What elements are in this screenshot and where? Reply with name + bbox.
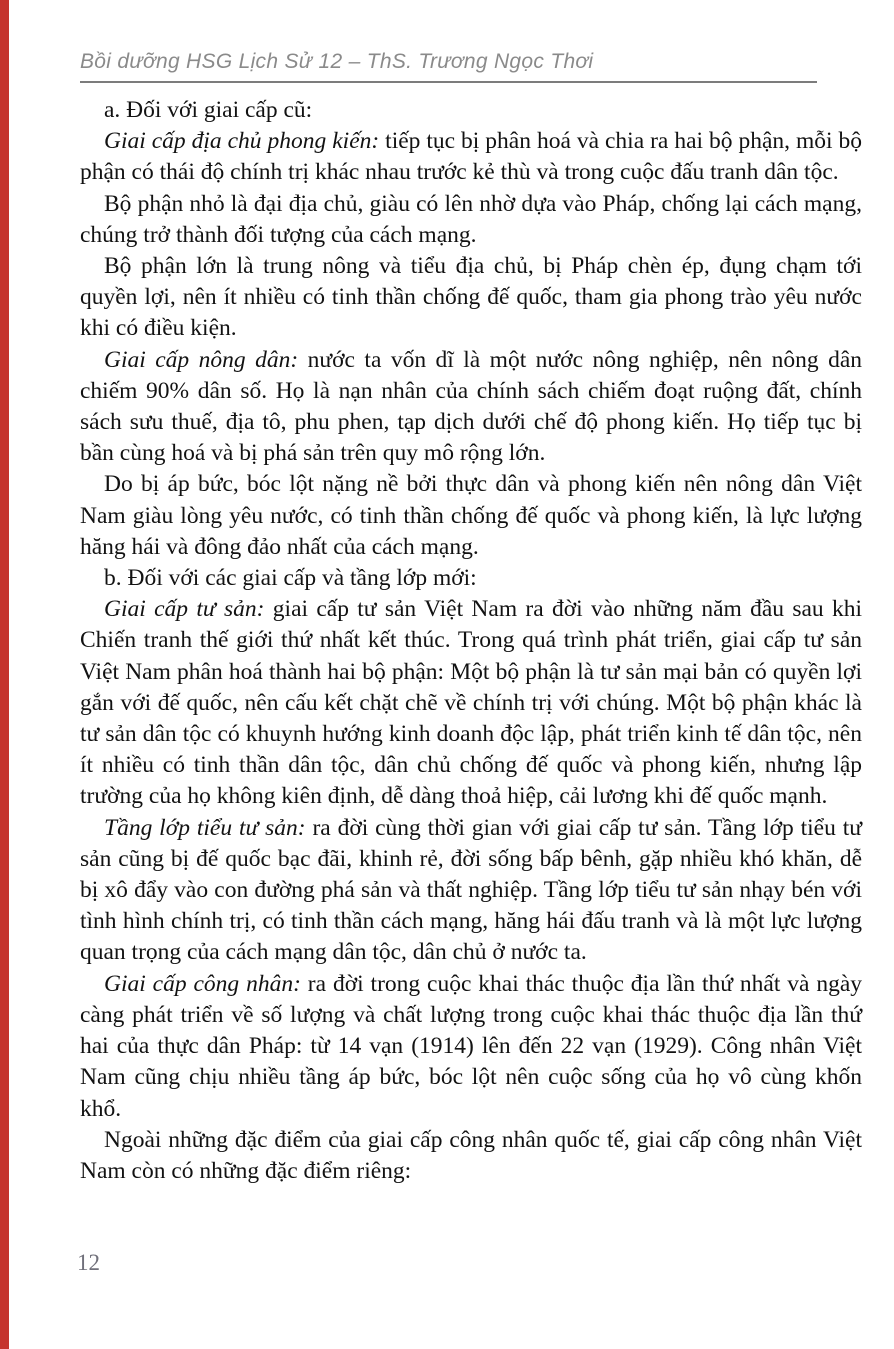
header-rule [80,81,817,83]
paragraph-lead: Giai cấp nông dân: [104,346,299,373]
paragraph-cong-nhan [80,969,862,1125]
paragraph-tieu-tu-san [80,813,862,969]
paragraph-tu-san [80,594,862,812]
paragraph-bo-phan-lon [80,251,862,345]
paragraph-text: b. Đối với các giai cấp và tầng lớp mới: [104,565,477,592]
page-number: 12 [77,1250,100,1275]
paragraph-nong-dan [80,345,862,470]
paragraph-text: Bộ phận lớn là trung nông và tiểu địa chủ, bị Pháp chèn ép, đụng chạm tới quyền lợi, nên ít nhiều có tinh thần chống đế quốc, tham gia phong trào yêu nước khi có điều kiện. [80,253,862,342]
paragraph-text: tiếp tục bị phân hoá và chia ra hai bộ phận, mỗi bộ phận có thái độ chính trị khác nhau trước kẻ thù và trong cuộc đấu tranh dân tộc. [80,128,862,186]
paragraph-text: giai cấp tư sản Việt Nam ra đời vào những năm đầu sau khi Chiến tranh thế giới thứ nhất kết thúc. Trong quá trình phát triển, giai cấp tư sản Việt Nam phân hoá thành hai bộ phận: Một bộ phận là tư sản mại bản có quyền lợi gắn với đế quốc, nên cấu kết chặt chẽ về chính trị với chúng. Một bộ phận khác là tư sản dân tộc có khuynh hướng kinh doanh độc lập, phát triển kinh tế dân tộc, nên ít nhiều có tinh thần dân tộc, dân chủ chống đế quốc và phong kiến, nhưng lập trường của họ không kiên định, dễ dàng thoả hiệp, cải lương khi đế quốc mạnh. [80,596,863,810]
paragraph-text: nước ta vốn dĩ là một nước nông nghiệp, nên nông dân chiếm 90% dân số. Họ là nạn nhân của chính sách chiếm đoạt ruộng đất, chính sách sưu thuế, địa tô, phu phen, tạp dịch dưới chế độ phong kiến. Họ tiếp tục bị bần cùng hoá và bị phá sản trên quy mô rộng lớn. [80,346,862,467]
paragraph-do-bi-ap-buc [80,469,862,563]
paragraph-text: Bộ phận nhỏ là đại địa chủ, giàu có lên nhờ dựa vào Pháp, chống lại cách mạng, chúng trở thành đối tượng của cách mạng. [80,190,862,248]
paragraph-text: ra đời cùng thời gian với giai cấp tư sản. Tầng lớp tiểu tư sản cũng bị đế quốc bạc đãi, khinh rẻ, đời sống bấp bênh, gặp nhiều khó khăn, dễ bị xô đẩy vào con đường phá sản và thất nghiệp. Tầng lớp tiểu tư sản nhạy bén với tình hình chính trị, có tinh thần cách mạng, hăng hái đấu tranh và là một lực lượng quan trọng của cách mạng dân tộc, dân chủ ở nước ta. [80,814,862,966]
paragraph-lead: Giai cấp tư sản: [104,596,265,623]
left-accent-bar [0,0,9,1349]
paragraph-dia-chu [80,126,862,188]
page-header [80,50,817,83]
paragraph-section-a [80,95,862,126]
paragraph-lead: Giai cấp địa chủ phong kiến: [104,128,380,155]
paragraph-text: Do bị áp bức, bóc lột nặng nề bởi thực dân và phong kiến nên nông dân Việt Nam giàu lòng yêu nước, có tinh thần chống đế quốc và phong kiến, là lực lượng hăng hái và đông đảo nhất của cách mạng. [80,471,862,560]
header-title: Bồi dưỡng HSG Lịch Sử 12 – ThS. Trương Ngọc Thơi [80,50,594,73]
document-body [80,95,862,1187]
paragraph-bo-phan-nho [80,189,862,251]
paragraph-lead: Giai cấp công nhân: [104,970,301,997]
paragraph-lead: Tầng lớp tiểu tư sản: [104,814,306,841]
paragraph-section-b [80,563,862,594]
paragraph-text: a. Đối với giai cấp cũ: [104,97,313,123]
paragraph-ngoai-dac-diem [80,1125,862,1187]
paragraph-text: Ngoài những đặc điểm của giai cấp công nhân quốc tế, giai cấp công nhân Việt Nam còn có những đặc điểm riêng: [80,1126,862,1184]
paragraph-text: ra đời trong cuộc khai thác thuộc địa lần thứ nhất và ngày càng phát triển về số lượng và chất lượng trong cuộc khai thác thuộc địa lần thứ hai của thực dân Pháp: từ 14 vạn (1914) lên đến 22 vạn (1929). Công nhân Việt Nam cũng chịu nhiều tầng áp bức, bóc lột nên cuộc sống của họ vô cùng khốn khổ. [80,970,863,1122]
